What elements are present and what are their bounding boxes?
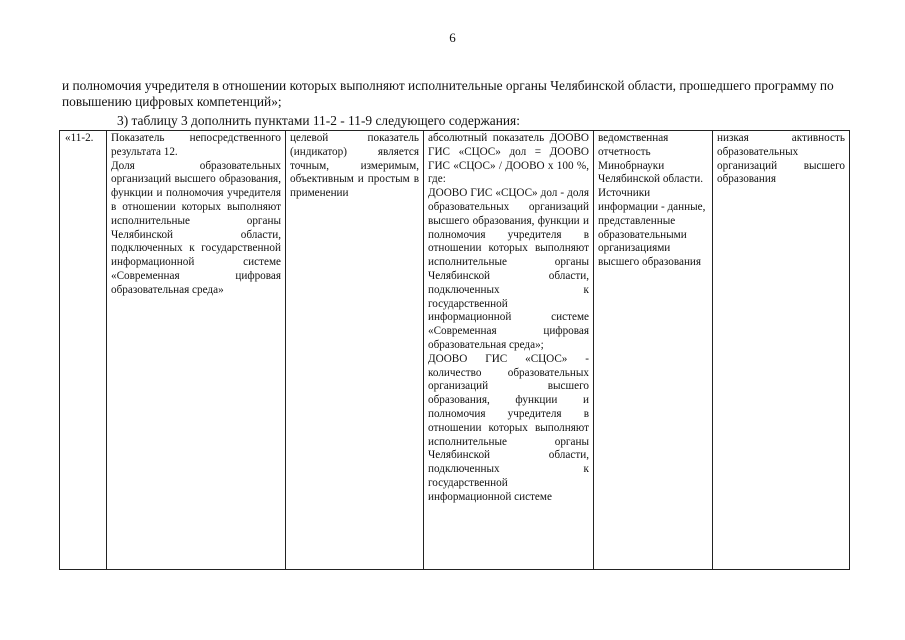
indicator-type: целевой показатель (индикатор) является точным, измеримым, объективным и простым в применении [290, 132, 419, 200]
table-row [60, 131, 850, 570]
intro-paragraph [62, 78, 852, 110]
data-source-cell [594, 131, 713, 570]
page-number: 6 [449, 30, 456, 45]
calculation-method-cell [424, 131, 594, 570]
amendment-text: 3) таблицу 3 дополнить пунктами 11-2 - 11-9 следующего содержания: [117, 113, 520, 128]
data-source: ведомственная отчетность Минобрнауки Челябинской области. Источники информации - данные, представленные образовательными организациями высшего образования [598, 132, 706, 269]
row-number: «11-2. [65, 132, 94, 144]
risk-cell [713, 131, 850, 570]
intro-text: и полномочия учредителя в отношении которых выполняют исполнительные органы Челябинской области, прошедшего программу по повышению цифровых компетенций»; [62, 78, 834, 109]
indicator-name: Показатель непосредственного результата 12. Доля образовательных организаций высшего образования, функции и полномочия учредителя в отношении которых выполняют исполнительные органы Челябинской области, подключенных к государственной информационной системе «Современная цифровая образовательная среда» [111, 132, 281, 296]
risk-factor: низкая активность образовательных организаций высшего образования [717, 132, 845, 186]
indicator-name-cell [107, 131, 286, 570]
indicator-type-cell [286, 131, 424, 570]
calculation-method: абсолютный показатель ДООВО ГИС «СЦОС» дол = ДООВО ГИС «СЦОС» / ДООВО х 100 %, где: ДООВО ГИС «СЦОС» дол - доля образовательных организаций высшего образования, функции и полномочия учредителя в отношении которых выполняют исполнительные органы Челябинской области, подключенных к государственной информационной системе «Современная цифровая образовательная среда»; ДООВО ГИС «СЦОС» - количество образовательных организаций высшего образования, функции и полномочия учредителя в отношении которых выполняют исполнительные органы Челябинской области, подключенных к государственной информационной системе [428, 132, 589, 503]
row-number-cell [60, 131, 107, 570]
indicators-table [59, 130, 850, 570]
